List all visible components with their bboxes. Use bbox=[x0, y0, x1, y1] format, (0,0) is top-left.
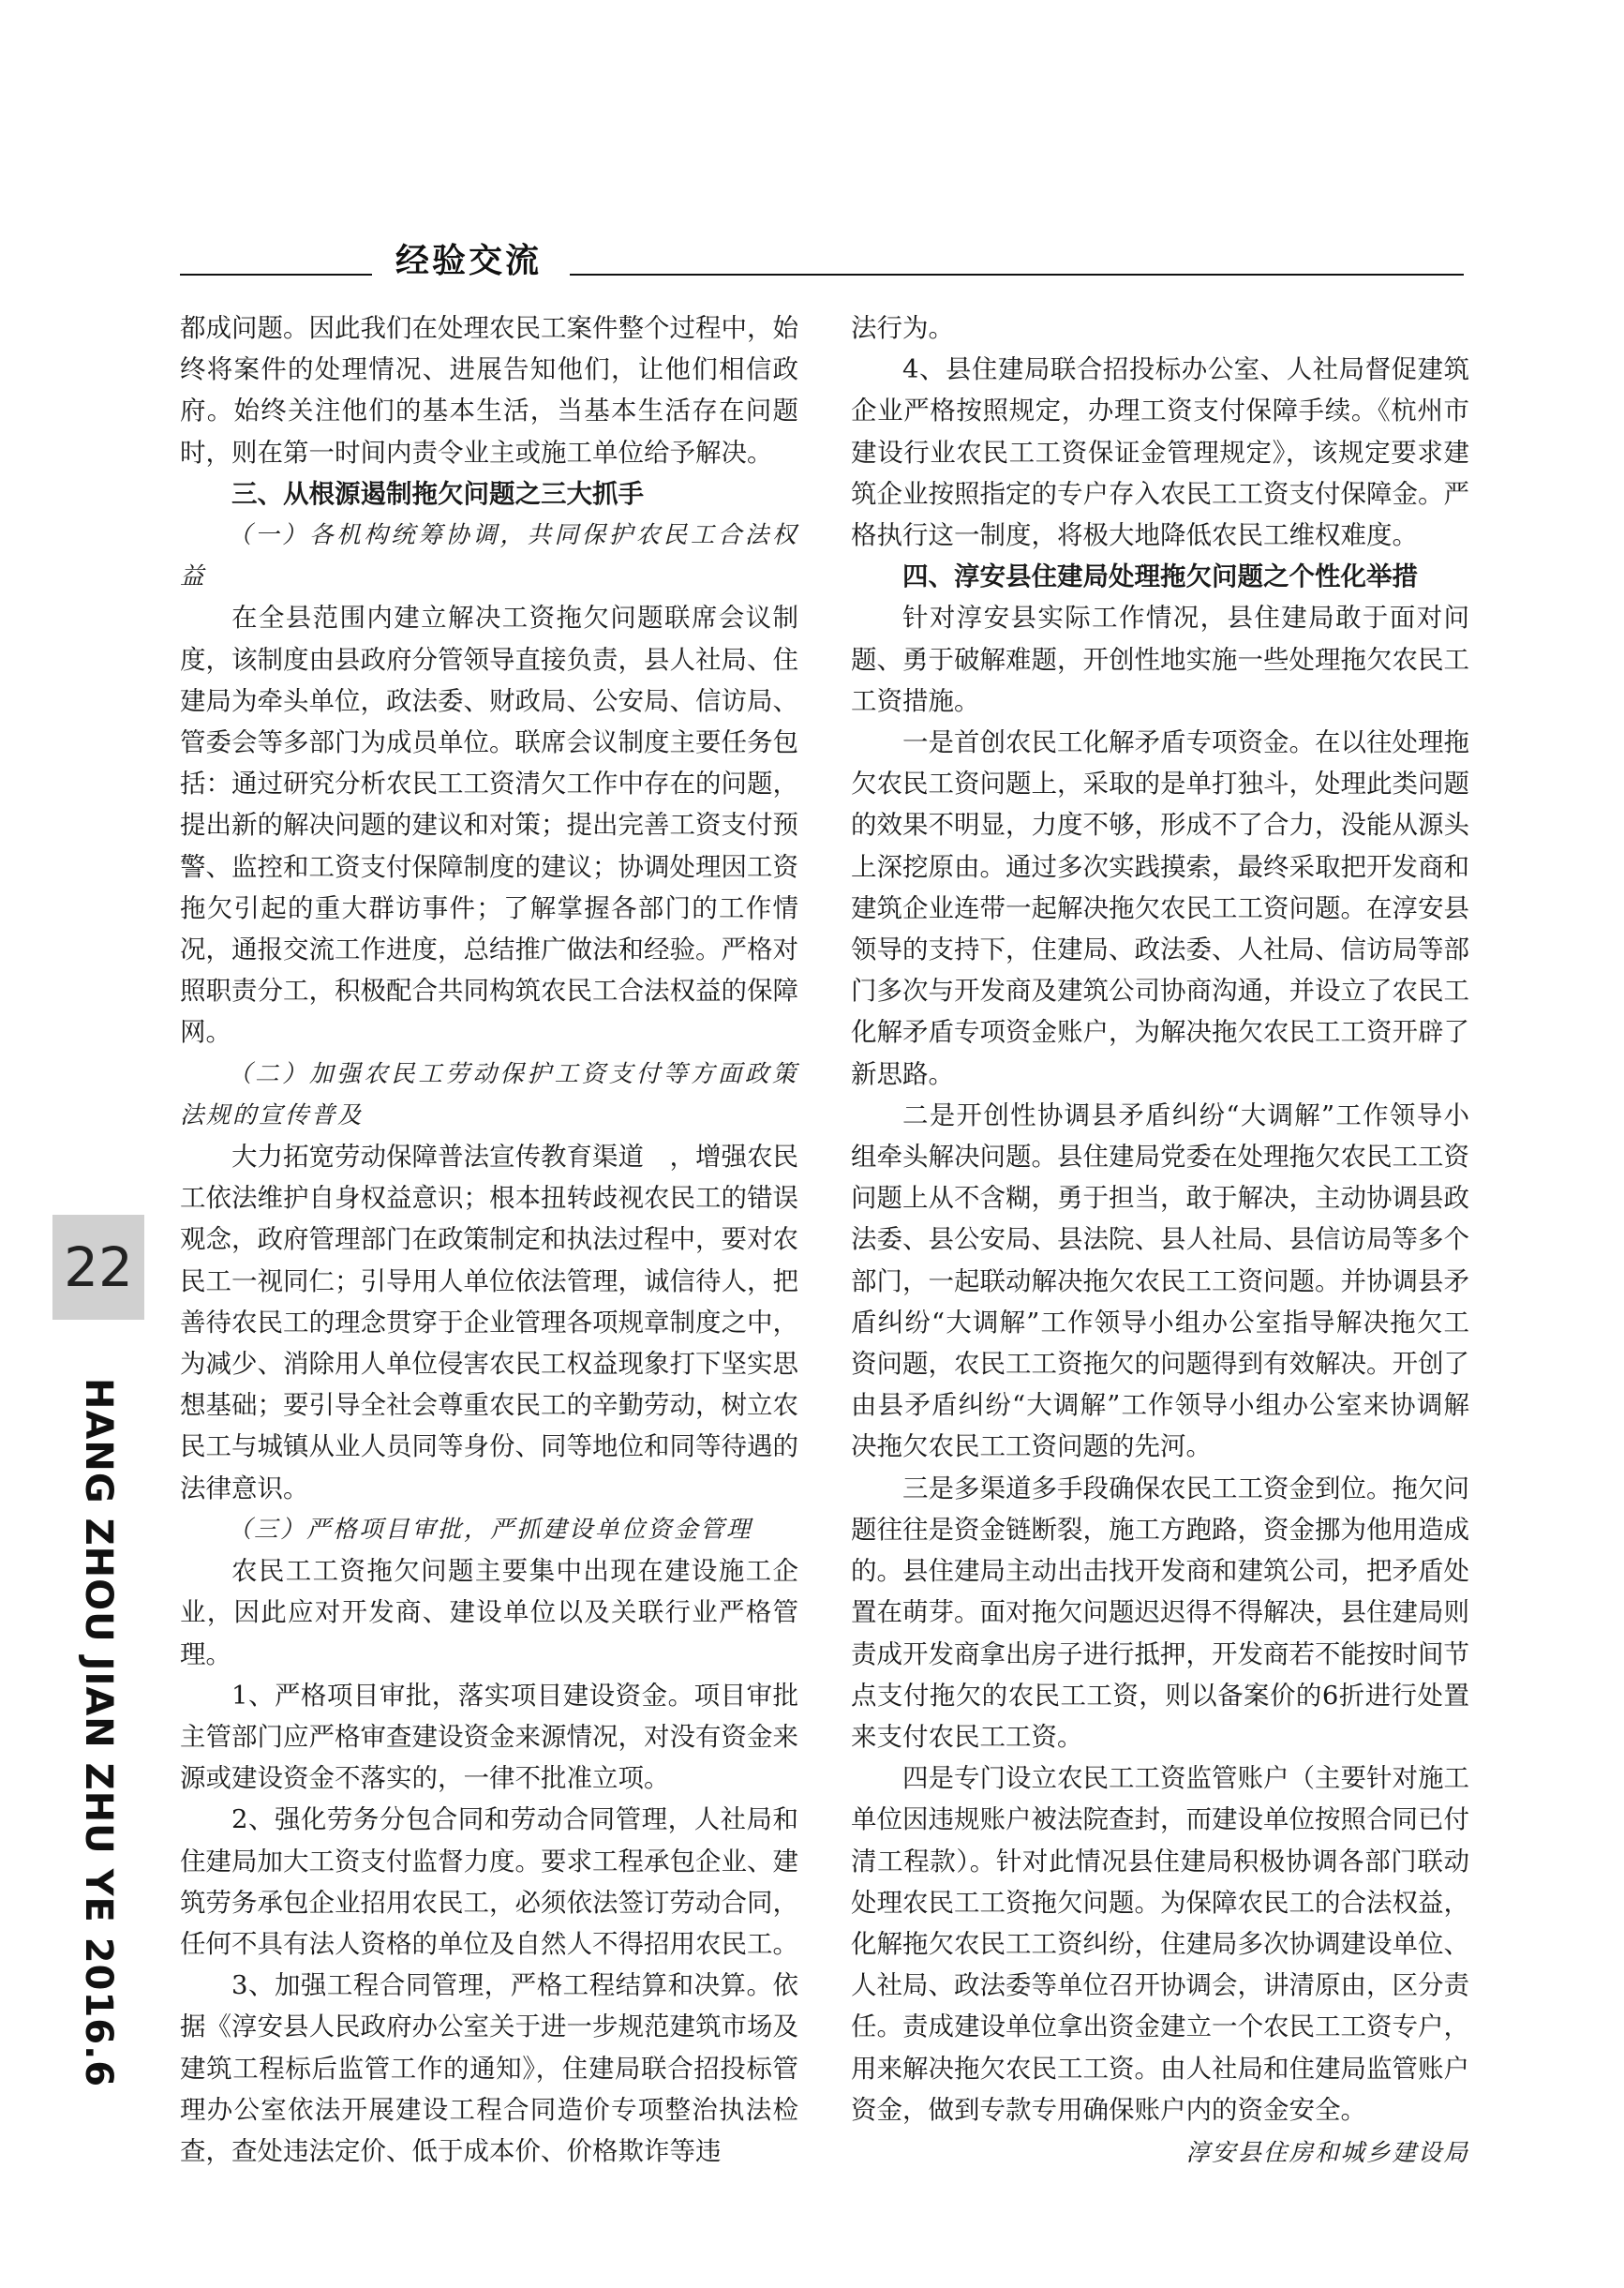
paragraph-continued: 法行为。 bbox=[851, 313, 954, 343]
paragraph: 3、加强工程合同管理，严格工程结算和决算。依据《淳安县人民政府办公室关于进一步规范建筑市场及建筑工程标后监管工作的通知》，住建局联合招投标管理办公室依法开展建设工程合同造价专项整治执法检查，查处违法定价、低于成本价、价格欺诈等违 bbox=[180, 1970, 798, 2166]
section-title: 经验交流 bbox=[395, 242, 543, 280]
paragraph: 二是开创性协调县矛盾纠纷“大调解”工作领导小组牵头解决问题。县住建局党委在处理拖欠农民工工资问题上从不含糊，勇于担当，敢于解决，主动协调县政法委、县公安局、县法院、县人社局、县信访局等多个部门，一起联动解决拖欠农民工工资问题。并协调县矛盾纠纷“大调解”工作领导小组办公室指导解决拖欠工资问题，农民工工资拖欠的问题得到有效解决。开创了由县矛盾纠纷“大调解”工作领导小组办公室来协调解决拖欠农民工工资问题的先河。 bbox=[851, 1099, 1469, 1462]
paragraph: 农民工工资拖欠问题主要集中出现在建设施工企业，因此应对开发商、建设单位以及关联行业严格管理。 bbox=[180, 1556, 798, 1669]
paragraph: 四是专门设立农民工工资监管账户（主要针对施工单位因违规账户被法院查封，而建设单位按照合同已付清工程款）。针对此情况县住建局积极协调各部门联动处理农民工工资拖欠问题。为保障农民工的合法权益，化解拖欠农民工工资纠纷，住建局多次协调建设单位、人社局、政法委等单位召开协调会，讲清原由，区分责任。责成建设单位拿出资金建立一个农民工工资专户，用来解决拖欠农民工工资。由人社局和住建局监管账户资金，做到专款专用确保账户内的资金安全。 bbox=[851, 1763, 1469, 2125]
page-header bbox=[180, 232, 1464, 280]
section-heading: 四、淳安县住建局处理拖欠问题之个性化举措 bbox=[902, 561, 1418, 592]
subsection-heading: （三）严格项目审批，严抓建设单位资金管理 bbox=[228, 1515, 753, 1544]
paragraph: 三是多渠道多手段确保农民工工资金到位。拖欠问题往往是资金链断裂，施工方跑路，资金挪为他用造成的。县住建局主动出击找开发商和建筑公司，把矛盾处置在萌芽。面对拖欠问题迟迟得不得解决，县住建局则责成开发商拿出房子进行抵押，开发商若不能按时间节点支付拖欠的农民工工资，则以备案价的6折进行处置来支付农民工工资。 bbox=[851, 1473, 1469, 1752]
paragraph: 一是首创农民工化解矛盾专项资金。在以往处理拖欠农民工资问题上，采取的是单打独斗，处理此类问题的效果不明显，力度不够，形成不了合力，没能从源头上深挖原由。通过多次实践摸索，最终采取把开发商和建筑企业连带一起解决拖欠农民工工资问题。在淳安县领导的支持下，住建局、政法委、人社局、信访局等部门多次与开发商及建筑公司协商沟通，并设立了农民工化解矛盾专项资金账户，为解决拖欠农民工工资开辟了新思路。 bbox=[851, 727, 1469, 1089]
left-column bbox=[180, 307, 798, 2172]
subsection-heading: （一）各机构统筹协调，共同保护农民工合法权益 bbox=[180, 521, 798, 591]
author-signature: 淳安县住房和城乡建设局 bbox=[1185, 2138, 1469, 2167]
paragraph: 4、县住建局联合招投标办公室、人社局督促建筑企业严格按照规定，办理工资支付保障手续。《杭州市建设行业农民工工资保证金管理规定》，该规定要求建筑企业按照指定的专户存入农民工工资支付保障金。严格执行这一制度，将极大地降低农民工维权难度。 bbox=[851, 354, 1469, 551]
header-rule-right bbox=[570, 274, 1464, 276]
subsection-heading: （二）加强农民工劳动保护工资支付等方面政策法规的宣传普及 bbox=[180, 1059, 798, 1129]
paragraph: 1、严格项目审批，落实项目建设资金。项目审批主管部门应严格审查建设资金来源情况，对没有资金来源或建设资金不落实的，一律不批准立项。 bbox=[180, 1680, 798, 1794]
right-column bbox=[851, 307, 1469, 2174]
paragraph: 针对淳安县实际工作情况，县住建局敢于面对问题、勇于破解难题，开创性地实施一些处理拖欠农民工工资措施。 bbox=[851, 603, 1469, 716]
section-heading: 三、从根源遏制拖欠问题之三大抓手 bbox=[231, 478, 644, 509]
paragraph-continued: 都成问题。因此我们在处理农民工案件整个过程中，始终将案件的处理情况、进展告知他们，让他们相信政府。始终关注他们的基本生活，当基本生活存在问题时，则在第一时间内责令业主或施工单位给予解决。 bbox=[180, 313, 798, 468]
paragraph: 大力拓宽劳动保障普法宣传教育渠道 ，增强农民工依法维护自身权益意识；根本扭转歧视农民工的错误观念，政府管理部门在政策制定和执法过程中，要对农民工一视同仁；引导用人单位依法管理，诚信待人，把善待农民工的理念贯穿于企业管理各项规章制度之中，为减少、消除用人单位侵害农民工权益现象打下坚实思想基础；要引导全社会尊重农民工的辛勤劳动，树立农民工与城镇从业人员同等身份、同等地位和同等待遇的法律意识。 bbox=[180, 1142, 798, 1503]
page-number: 22 bbox=[52, 1215, 144, 1320]
journal-name: HANG ZHOU JIAN ZHU YE 2016.6 bbox=[77, 1378, 120, 2088]
paragraph: 2、强化劳务分包合同和劳动合同管理，人社局和住建局加大工资支付监督力度。要求工程承包企业、建筑劳务承包企业招用农民工，必须依法签订劳动合同，任何不具有法人资格的单位及自然人不得招用农民工。 bbox=[180, 1804, 798, 1959]
paragraph: 在全县范围内建立解决工资拖欠问题联席会议制度，该制度由县政府分管领导直接负责，县人社局、住建局为牵头单位，政法委、财政局、公安局、信访局、管委会等多部门为成员单位。联席会议制度主要任务包括：通过研究分析农民工工资清欠工作中存在的问题，提出新的解决问题的建议和对策；提出完善工资支付预警、监控和工资支付保障制度的建议；协调处理因工资拖欠引起的重大群访事件；了解掌握各部门的工作情况，通报交流工作进度，总结推广做法和经验。严格对照职责分工，积极配合共同构筑农民工合法权益的保障网。 bbox=[180, 603, 798, 1048]
header-rule-left bbox=[180, 274, 372, 276]
